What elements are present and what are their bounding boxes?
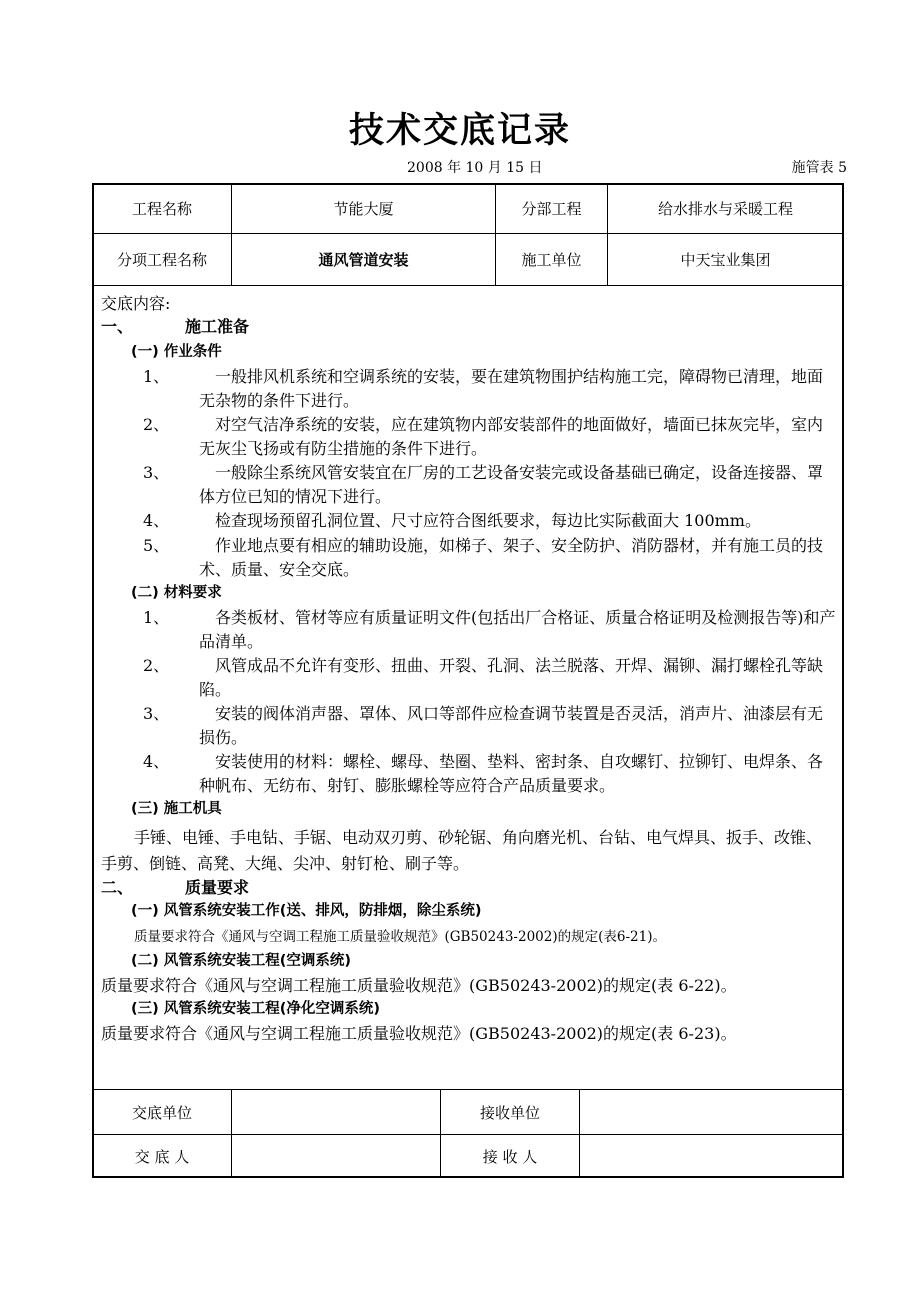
item-text: 种帆布、无纺布、射钉、膨胀螺栓等应符合产品质量要求。	[199, 776, 616, 795]
item-text: 体方位已知的情况下进行。	[199, 487, 392, 506]
item-number: 2、	[143, 415, 170, 434]
item-text: 一般除尘系统风管安装宜在厂房的工艺设备安装完或设备基础已确定，设备连接器、罩	[215, 463, 824, 482]
subsection-title: (三) 风管系统安装工程(净化空调系统)	[131, 1001, 381, 1017]
construction-unit-label: 施工单位	[521, 251, 582, 269]
item-text: 安装使用的材料：螺栓、螺母、垫圈、垫料、密封条、自攻螺钉、拉铆钉、电焊条、各	[215, 752, 824, 771]
tools-text: 手剪、倒链、高凳、大绳、尖冲、射钉枪、刷子等。	[101, 854, 470, 873]
item-number: 1、	[143, 367, 170, 386]
quality-text: 质量要求符合《通风与空调工程施工质量验收规范》(GB50243-2002)的规定(表 6-22)。	[101, 976, 737, 995]
subsection-title: (二) 材料要求	[131, 585, 222, 601]
item-number: 5、	[143, 536, 170, 555]
item-text: 损伤。	[199, 728, 248, 747]
receiver-person-label: 接 收 人	[482, 1147, 538, 1166]
item-text: 检查现场预留孔洞位置、尺寸应符合图纸要求，每边比实际截面大 100mm。	[215, 511, 761, 530]
handover-unit-value	[232, 1090, 440, 1134]
quality-text: 质量要求符合《通风与空调工程施工质量验收规范》(GB50243-2002)的规定(表 6-23)。	[101, 1024, 737, 1043]
division-value: 给水排水与采暖工程	[657, 200, 793, 218]
item-number: 3、	[143, 704, 170, 723]
receiver-unit-value	[580, 1090, 843, 1134]
item-number: 2、	[143, 656, 170, 675]
subitem-value: 通风管道安装	[318, 251, 409, 269]
subsection-title: (一) 作业条件	[131, 344, 222, 360]
document-date: 2008 年 10 月 15 日	[407, 160, 543, 176]
subsection-title: (三) 施工机具	[131, 801, 222, 817]
item-number: 3、	[143, 463, 170, 482]
item-text: 术、质量、安全交底。	[199, 560, 360, 579]
section-number: 一、	[101, 317, 134, 336]
section-title: 施工准备	[185, 317, 250, 336]
section-number: 二、	[101, 878, 134, 897]
item-text: 无灰尘飞扬或有防尘措施的条件下进行。	[199, 439, 488, 458]
item-text: 一般排风机系统和空调系统的安装，要在建筑物围护结构施工完，障碍物已清理，地面	[215, 367, 824, 386]
item-number: 4、	[143, 511, 170, 530]
project-name-label: 工程名称	[131, 200, 192, 218]
item-text: 无杂物的条件下进行。	[199, 391, 360, 410]
item-text: 品清单。	[199, 632, 264, 651]
item-text: 安装的阀体消声器、罩体、风口等部件应检查调节装置是否灵活，消声片、油漆层有无	[215, 704, 824, 723]
item-text: 陷。	[199, 680, 232, 699]
item-number: 1、	[143, 608, 170, 627]
row-divider	[93, 285, 843, 286]
division-label: 分部工程	[521, 200, 582, 218]
tools-text: 手锤、电锤、手电钻、手锯、电动双刃剪、砂轮锯、角向磨光机、台钻、电气焊具、扳手、改锥、	[134, 828, 823, 847]
receiver-person-value	[580, 1135, 843, 1177]
handover-person-label: 交 底 人	[134, 1147, 190, 1166]
item-text: 对空气洁净系统的安装，应在建筑物内部安装部件的地面做好，墙面已抹灰完毕，室内	[215, 415, 824, 434]
quality-text: 质量要求符合《通风与空调工程施工质量验收规范》(GB50243-2002)的规定(表6-21)。	[134, 929, 666, 945]
handover-unit-label: 交底单位	[131, 1103, 192, 1122]
form-number: 施管表 5	[791, 160, 847, 176]
subitem-label: 分项工程名称	[116, 251, 207, 269]
subsection-title: (一) 风管系统安装工作(送、排风，防排烟，除尘系统)	[131, 903, 482, 919]
item-text: 风管成品不允许有变形、扭曲、开裂、孔洞、法兰脱落、开焊、漏铆、漏打螺栓孔等缺	[215, 656, 824, 675]
project-name-value: 节能大厦	[333, 200, 394, 218]
document-title: 技术交底记录	[348, 111, 571, 151]
item-number: 4、	[143, 752, 170, 771]
item-text: 作业地点要有相应的辅助设施，如梯子、架子、安全防护、消防器材，并有施工员的技	[215, 536, 824, 555]
item-text: 各类板材、管材等应有质量证明文件(包括出厂合格证、质量合格证明及检测报告等)和产	[215, 608, 836, 627]
subsection-title: (二) 风管系统安装工程(空调系统)	[131, 953, 352, 969]
handover-person-value	[232, 1135, 440, 1177]
construction-unit-value: 中天宝业集团	[680, 251, 771, 269]
receiver-unit-label: 接收单位	[479, 1103, 540, 1122]
section-title: 质量要求	[185, 878, 250, 897]
content-intro: 交底内容:	[101, 294, 171, 313]
